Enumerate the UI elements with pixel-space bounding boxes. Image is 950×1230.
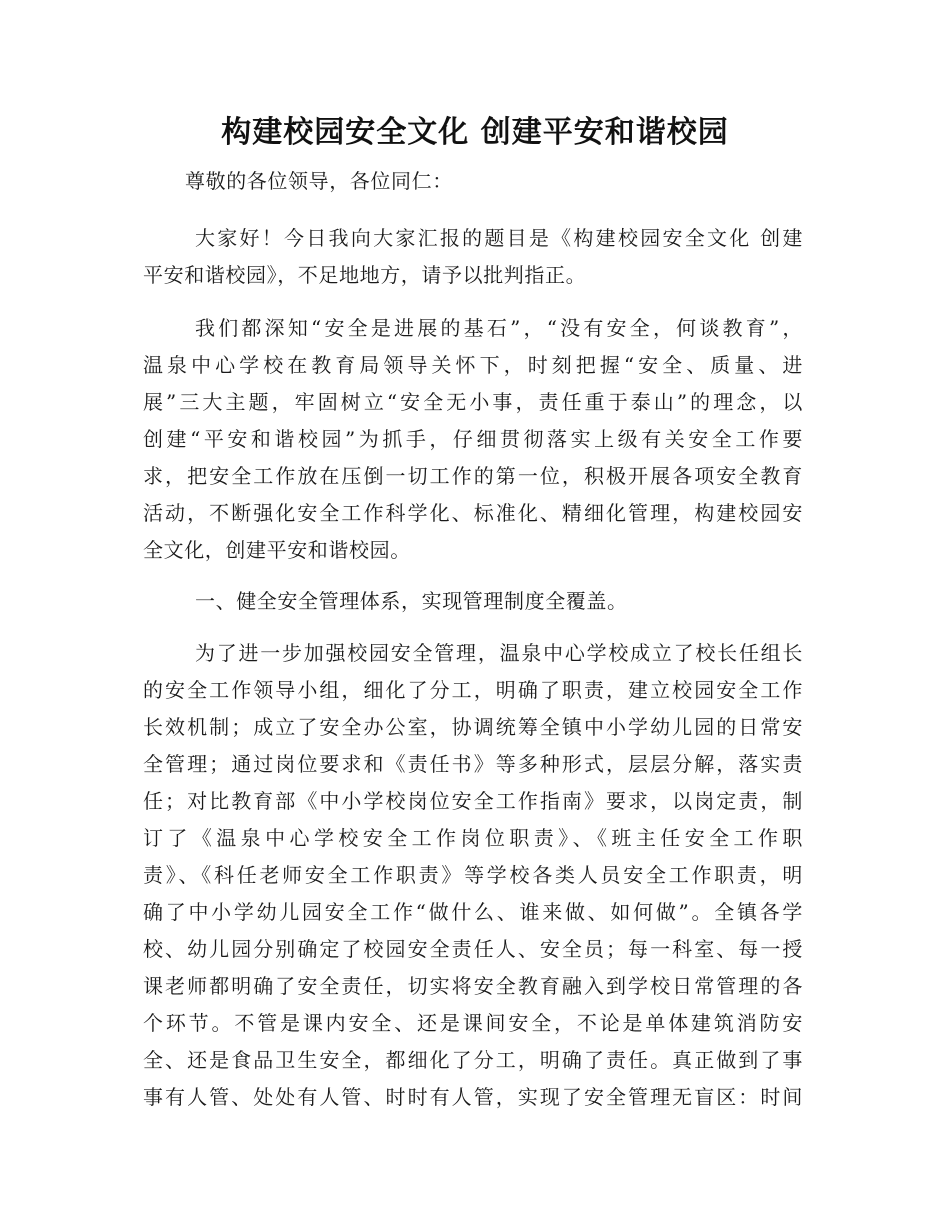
paragraph-line: 课老师都明确了安全责任，切实将安全教育融入到学校日常管理的各 [143, 974, 803, 998]
paragraph-line: 长效机制；成立了安全办公室，协调统筹全镇中小学幼儿园的日常安 [143, 715, 803, 739]
paragraph-line: 为了进一步加强校园安全管理，温泉中心学校成立了校长任组长 [195, 641, 803, 665]
paragraph-1 [143, 220, 803, 294]
salutation-line: 尊敬的各位领导，各位同仁： [185, 169, 453, 193]
section-heading-1 [143, 583, 803, 620]
paragraph-line: 全文化，创建平安和谐校园。 [143, 538, 411, 562]
paragraph-line: 活动，不断强化安全工作科学化、标准化、精细化管理，构建校园安 [143, 501, 803, 525]
paragraph-line: 订了《温泉中心学校安全工作岗位职责》、《班主任安全工作职 [143, 826, 803, 850]
paragraph-line: 确了中小学幼儿园安全工作“做什么、谁来做、如何做”。全镇各学 [143, 900, 803, 924]
paragraph-2 [143, 310, 803, 569]
paragraph-line: 个环节。不管是课内安全、还是课间安全，不论是单体建筑消防安 [143, 1011, 803, 1035]
paragraph-line: 校、幼儿园分别确定了校园安全责任人、安全员；每一科室、每一授 [143, 937, 803, 961]
paragraph-line: 求，把安全工作放在压倒一切工作的第一位，积极开展各项安全教育 [143, 464, 803, 488]
paragraph-line: 责》、《科任老师安全工作职责》等学校各类人员安全工作职责，明 [143, 863, 803, 887]
paragraph-line: 我们都深知“安全是进展的基石”，“没有安全，何谈教育”， [195, 316, 803, 340]
paragraph-line: 的安全工作领导小组，细化了分工，明确了职责，建立校园安全工作 [143, 678, 803, 702]
paragraph-line: 事有人管、处处有人管、时时有人管，实现了安全管理无盲区：时间 [143, 1085, 803, 1109]
paragraph-line: 温泉中心学校在教育局领导关怀下，时刻把握“安全、质量、进 [143, 353, 803, 377]
section-heading-line: 一、健全安全管理体系，实现管理制度全覆盖。 [195, 589, 628, 613]
paragraph-line: 全管理；通过岗位要求和《责任书》等多种形式，层层分解，落实责 [143, 752, 803, 776]
salutation [143, 163, 803, 200]
paragraph-line: 展”三大主题，牢固树立“安全无小事，责任重于泰山”的理念，以 [143, 390, 803, 414]
paragraph-line: 全、还是食品卫生安全，都细化了分工，明确了责任。真正做到了事 [143, 1048, 803, 1072]
paragraph-3 [143, 635, 803, 1116]
paragraph-line: 平安和谐校园》，不足地地方，请予以批判指正。 [143, 263, 587, 287]
paragraph-line: 大家好！今日我向大家汇报的题目是《构建校园安全文化 创建 [195, 226, 803, 250]
paragraph-line: 创建“平安和谐校园”为抓手，仔细贯彻落实上级有关安全工作要 [143, 427, 803, 451]
paragraph-line: 任；对比教育部《中小学校岗位安全工作指南》要求，以岗定责，制 [143, 789, 803, 813]
document-title: 构建校园安全文化 创建平安和谐校园 [221, 115, 729, 150]
